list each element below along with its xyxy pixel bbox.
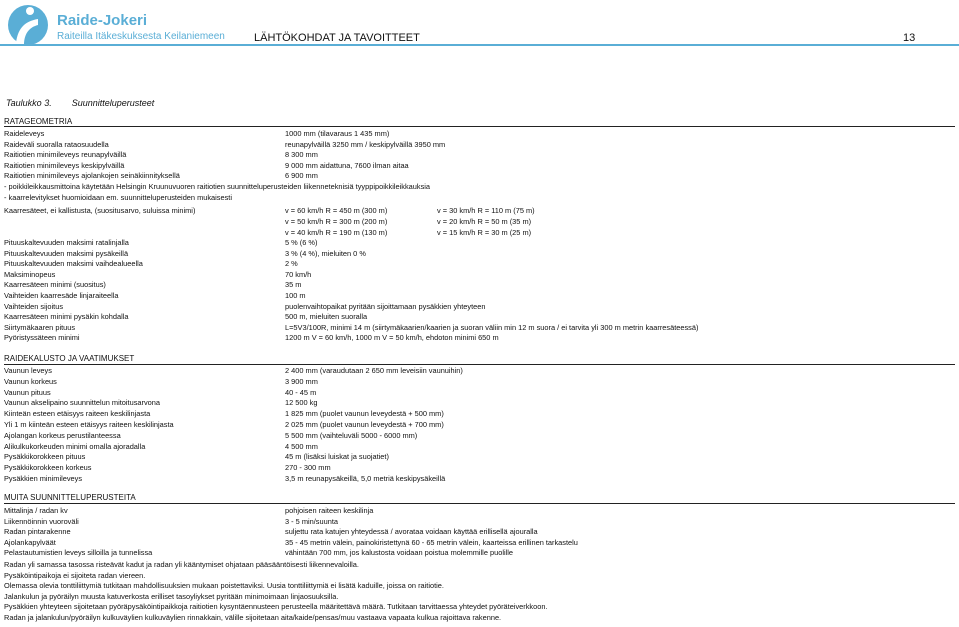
row-value: 1 825 mm (puolet vaunun leveydestä + 500 mm) xyxy=(285,409,444,419)
section-heading-ratageometria: RATAGEOMETRIA xyxy=(4,117,73,126)
row-label: Vaunun korkeus xyxy=(4,376,57,386)
row-value: 5 % (6 %) xyxy=(285,238,318,247)
row-label: Raitiotien minimileveys keskipylväillä xyxy=(4,160,125,170)
row-value: vähintään 700 mm, jos kalustosta voidaan poistua molemmille puolille xyxy=(285,548,513,558)
row-value: v = 40 km/h R = 190 m (130 m) xyxy=(285,228,388,237)
note-text: - poikkileikkausmittoina käytetään Helsingin Kruunuvuoren raitiotien suunnitteluperusteiden liikenneteknisiä tyyppipoikkileikkauksia xyxy=(4,182,431,191)
row-label: Pituuskaltevuuden maksimi pysäkeillä xyxy=(4,248,129,258)
row-label: Pysäkkien minimileveys xyxy=(4,474,83,483)
row-value: 2 400 mm (varaudutaan 2 650 mm leveisiin vaunuihin) xyxy=(285,366,463,375)
caption-text: Suunnitteluperusteet xyxy=(71,98,155,108)
row-value: 8 300 mm xyxy=(285,150,318,159)
row-label: Maksiminopeus xyxy=(4,269,56,279)
row-value: 9 000 mm aidattuna, 7600 ilman aitaa xyxy=(285,160,409,170)
row-value: 12 500 kg xyxy=(285,398,318,408)
row-label: Liikennöinnin vuoroväli xyxy=(4,516,79,526)
row-label: Raitiotien minimileveys ajolankojen seinäkiinnityksellä xyxy=(4,171,180,180)
row-label: Vaunun pituus xyxy=(4,387,51,397)
row-label: Vaunun leveys xyxy=(4,366,52,375)
row-label: Siirtymäkaaren pituus xyxy=(4,322,76,332)
row-value: 100 m xyxy=(285,291,306,300)
row-label: Kaarresäteen minimi pysäkin kohdalla xyxy=(4,312,129,322)
row-label: Radan pintarakenne xyxy=(4,527,71,537)
row-value: 40 - 45 m xyxy=(285,387,317,397)
row-label: Mittalinja / radan kv xyxy=(4,506,68,515)
row-label: Pituuskaltevuuden maksimi ratalinjalla xyxy=(4,238,129,247)
row-value: puolenvaihtopaikat pyritään sijoittamaan pysäkkien yhteyteen xyxy=(285,301,486,311)
row-label: Pituuskaltevuuden maksimi vaihdealueella xyxy=(4,259,143,269)
caption-label: Taulukko 3. xyxy=(6,98,52,108)
note-text: - kaarrelevitykset huomioidaan em. suunnitteluperusteiden mukaisesti xyxy=(4,192,232,202)
row-label: Pysäkkikorokkeen pituus xyxy=(4,452,86,462)
row-label: Vaihteiden kaarresäde linjaraiteella xyxy=(4,291,119,300)
row-value: 3 % (4 %), mieluiten 0 % xyxy=(285,248,366,258)
row-value: v = 20 km/h R = 50 m (35 m) xyxy=(437,217,532,226)
row-label: Kiinteän esteen etäisyys raiteen keskilinjasta xyxy=(4,409,151,419)
row-label: Raideleveys xyxy=(4,129,45,138)
section-heading-raidekalusto: RAIDEKALUSTO JA VAATIMUKSET xyxy=(4,354,135,363)
row-value: 500 m, mieluiten suoralla xyxy=(285,312,368,322)
header-divider xyxy=(0,44,959,46)
row-label: Pelastautumistien leveys silloilla ja tunnelissa xyxy=(4,548,153,558)
note-text: Pysäkkien yhteyteen sijoitetaan pyöräpysäköintipaikkoja raitiotien kysyntäennusteen perusteella määritettävä määrä. Tutkitaan tarvittaessa yhteydet pyöräteiverkkoon. xyxy=(4,602,548,612)
row-value: 70 km/h xyxy=(285,269,312,279)
row-value: v = 15 km/h R = 30 m (25 m) xyxy=(437,228,532,237)
row-value: 3 - 5 min/suunta xyxy=(285,516,338,526)
row-value: 4 500 mm xyxy=(285,441,318,451)
row-label: Vaunun akselipaino suunnittelun mitoitusarvona xyxy=(4,398,160,408)
page-header-title: LÄHTÖKOHDAT JA TAVOITTEET xyxy=(254,32,420,44)
row-label: Ajolangan korkeus perustilanteessa xyxy=(4,430,121,440)
table-caption xyxy=(6,98,154,108)
note-text: Olemassa olevia tonttiliittymiä tutkitaan mahdollisuuksien mukaan poistettaviksi. Uusia tonttiliittymiä ei lisätä kaduille, joissa on raitiotie. xyxy=(4,581,444,591)
section-rule xyxy=(4,126,955,127)
note-text: Radan yli samassa tasossa risteävät kadut ja radan yli kääntymiset ohjataan pääsääntöisesti liikennevaloilla. xyxy=(4,560,359,569)
row-label: Yli 1 m kiinteän esteen etäisyys raiteen keskilinjasta xyxy=(4,420,174,429)
row-value: 1000 mm (tilavaraus 1 435 mm) xyxy=(285,129,390,138)
row-label: Ajolankapylväät xyxy=(4,537,56,547)
row-label: Kaarresäteet, ei kallistusta, (suositusarvo, suluissa minimi) xyxy=(4,206,196,215)
brand-subtitle: Raiteilla Itäkeskuksesta Keilaniemeen xyxy=(57,31,225,42)
row-value: 2 025 mm (puolet vaunun leveydestä + 700 mm) xyxy=(285,420,444,429)
row-value: pohjoisen raiteen keskilinja xyxy=(285,506,374,515)
note-text: Jalankulun ja pyöräilyn muusta katuverkosta erilliset tasoyliykset pyritään minimoimaan linjaosuuksilla. xyxy=(4,591,339,601)
row-label: Raideväli suoralla rataosuudella xyxy=(4,139,109,149)
section-rule xyxy=(4,364,955,365)
row-value: 1200 m V = 60 km/h, 1000 m V = 50 km/h, ehdoton minimi 650 m xyxy=(285,333,499,343)
row-label: Raitiotien minimileveys reunapylväillä xyxy=(4,150,127,159)
row-value: suljettu rata katujen yhteydessä / avorataa voidaan käyttää erillisellä ajouralla xyxy=(285,527,538,537)
row-value: v = 30 km/h R = 110 m (75 m) xyxy=(437,206,535,215)
row-label: Vaihteiden sijoitus xyxy=(4,301,64,311)
row-value: 35 m xyxy=(285,280,302,290)
row-label: Pyöristyssäteen minimi xyxy=(4,333,80,343)
row-value: L=5V3/100R, minimi 14 m (siirtymäkaarien/kaarien ja suoran väliin min 12 m suora / ei tarvita yli 300 m metrin kaarresäteessä) xyxy=(285,322,699,332)
page-number: 13 xyxy=(903,32,916,44)
row-value: 2 % xyxy=(285,259,298,269)
row-label: Alikulkukorkeuden minimi omalla ajoradalla xyxy=(4,441,146,451)
row-value: 3 900 mm xyxy=(285,376,318,386)
brand-title: Raide-Jokeri xyxy=(57,12,148,29)
section-heading-muita: MUITA SUUNNITTELUPERUSTEITA xyxy=(4,493,136,502)
section-rule xyxy=(4,503,955,504)
note-text: Radan ja jalankulun/pyöräilyn kulkuväylien kulkuväylien rinnakkain, välille sijoitetaan aita/kaide/pensas/muu vastaava vapaata kulkua rajoittava rakenne. xyxy=(4,613,502,622)
row-value: 6 900 mm xyxy=(285,171,318,180)
row-value: reunapylväillä 3250 mm / keskipylväillä 3950 mm xyxy=(285,139,446,149)
row-label: Kaarresäteen minimi (suositus) xyxy=(4,280,106,290)
note-text: Pysäköintipaikoja ei sijoiteta radan viereen. xyxy=(4,570,146,580)
row-value: 35 - 45 metrin välein, painokiristettynä 60 - 65 metrin välein, kaarteissa erillinen tarkastelu xyxy=(285,537,578,547)
row-value: v = 60 km/h R = 450 m (300 m) xyxy=(285,206,388,215)
row-value: 5 500 mm (vaihteluväli 5000 - 6000 mm) xyxy=(285,430,418,440)
row-value: 270 - 300 mm xyxy=(285,463,331,473)
row-label: Pysäkkikorokkeen korkeus xyxy=(4,463,92,473)
raide-jokeri-logo xyxy=(8,3,48,47)
row-value: 3,5 m reunapysäkeillä, 5,0 metriä keskipysäkeillä xyxy=(285,474,446,483)
row-value: 45 m (lisäksi luiskat ja suojatiet) xyxy=(285,452,389,462)
row-value: v = 50 km/h R = 300 m (200 m) xyxy=(285,217,388,226)
